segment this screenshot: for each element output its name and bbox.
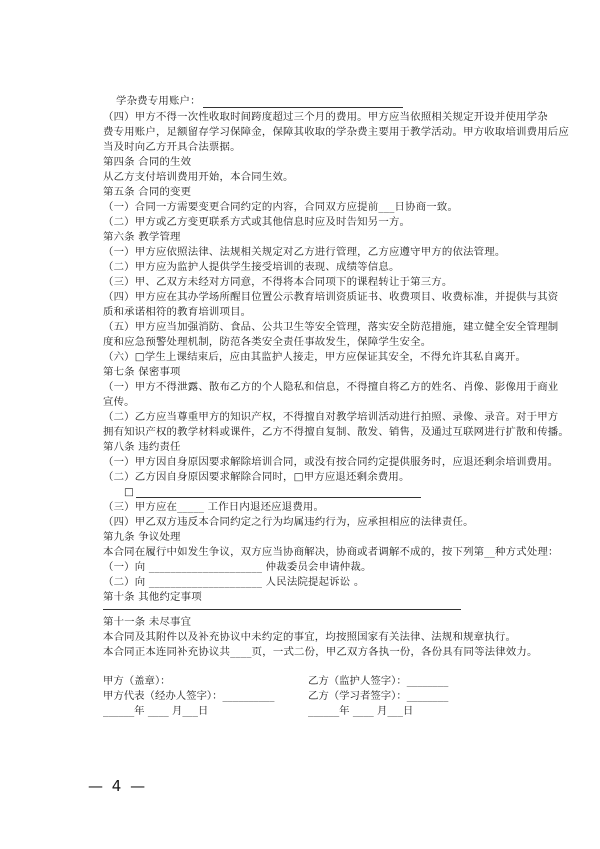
text-line: （三）甲、乙双方未经对方同意，不得将本合同项下的课程转让于第三方。 (103, 276, 453, 288)
account-blank-line (203, 107, 403, 108)
text-line: 费专用账户，足额留存学习保障金，保障其收取的学杂费主要用于教学活动。甲方收取培训费用后应 (103, 126, 569, 138)
clause-heading: 第十条 其他约定事项 (103, 591, 202, 603)
clause-heading: 第七条 保密事项 (103, 366, 181, 378)
text-line: 本合同在履行中如发生争议，双方应当协商解决，协商或者调解不成的，按下列第__种方式处理： (103, 546, 559, 558)
text-line: （五）甲方应当加强消防、食品、公共卫生等安全管理，落实安全防范措施，建立健全安全管理制 (103, 321, 559, 333)
page-number: — 4 — (88, 777, 148, 795)
text-line: 本合同及其附件以及补充协议中未约定的事宜，均按照国家有关法律、法规和规章执行。 (103, 631, 517, 643)
text-line: （二）乙方因自身原因要求解除合同时，□甲方应退还剩余费用。 (103, 471, 410, 483)
text-line: 当及时向乙方开具合法票据。 (103, 141, 241, 153)
text-line: （一）甲方应依照法律、法规相关规定对乙方进行管理，乙方应遵守甲方的依法管理。 (103, 246, 506, 258)
clause-heading: 第五条 合同的变更 (103, 186, 192, 198)
party-b-guardian-label: 乙方（监护人签字）：________ (308, 675, 449, 687)
text-line: （二）向 _____________________ 人民法院提起诉讼 。 (103, 576, 365, 588)
text-line: （四）甲乙双方违反本合同约定之行为均属违约行为，应承担相应的法律责任。 (103, 516, 474, 528)
text-line: 质和承诺相符的教育培训项目。 (103, 306, 252, 318)
clause-heading: 第十一条 未尽事宜 (103, 616, 192, 628)
clause-heading: 第八条 违约责任 (103, 441, 181, 453)
clause-heading: 第九条 争议处理 (103, 531, 181, 543)
text-line: （六）□学生上课结束后，应由其监护人接走，甲方应保证其安全，不得允许其私自离开。 (103, 351, 527, 363)
text-line: （四）甲方不得一次性收取时间跨度超过三个月的费用。甲方应当依照相关规定开设并使用学杂 (103, 111, 548, 123)
text-line: （二）甲方或乙方变更联系方式或其他信息时应及时告知另一方。 (103, 216, 411, 228)
text-line: （一）甲方因自身原因要求解除培训合同，或没有按合同约定提供服务时，应退还剩余培训费用。 (103, 456, 559, 468)
text-line: 学杂费专用账户： (116, 95, 201, 107)
checkbox-option: □ (124, 486, 135, 498)
party-a-date: ______年 ____ 月___日 (103, 705, 209, 717)
party-a-seal-label: 甲方（盖章）： (103, 675, 171, 687)
text-line: （一）合同一方需要变更合同约定的内容，合同双方应提前___日协商一致。 (103, 201, 459, 213)
text-line: （二）乙方应当尊重甲方的知识产权，不得擅自对教学培训活动进行拍照、录像、录音。对于甲方 (103, 411, 559, 423)
text-line: （三）甲方应在_____ 工作日内退还应退费用。 (103, 501, 325, 513)
party-b-learner-label: 乙方（学习者签字）：________ (308, 690, 449, 702)
text-line: （一）向 _____________________ 仲裁委员会申请仲裁。 (103, 561, 372, 573)
text-line: 从乙方支付培训费用开始，本合同生效。 (103, 171, 294, 183)
text-line: （四）甲方应在其办学场所醒目位置公示教育培训资质证书、收费项目、收费标准，并提供与其资 (103, 291, 559, 303)
party-a-rep-label: 甲方代表（经办人签字）：__________ (103, 690, 275, 702)
text-line: （一）甲方不得泄露、散布乙方的个人隐私和信息，不得擅自将乙方的姓名、肖像、影像用于商业 (103, 381, 559, 393)
text-line: 宣传。 (103, 396, 135, 408)
clause-heading: 第六条 教学管理 (103, 231, 181, 243)
text-line: 拥有知识产权的教学材料或课件，乙方不得擅自复制、散发、销售，及通过互联网进行扩散和传播。 (103, 426, 569, 438)
text-line: 度和应急预警处理机制，防范各类安全责任事故发生，保障学生安全。 (103, 336, 432, 348)
text-line: （二）甲方应为监护人提供学生接受培训的表现、成绩等信息。 (103, 261, 400, 273)
other-terms-blank-line (103, 609, 461, 610)
party-b-date: ______年 ____ 月___日 (308, 705, 414, 717)
clause-heading: 第四条 合同的生效 (103, 156, 192, 168)
text-line: 本合同正本连同补充协议共____页，一式二份，甲乙双方各执一份，各份具有同等法律效力。 (103, 646, 538, 658)
option-blank-line (136, 497, 421, 498)
